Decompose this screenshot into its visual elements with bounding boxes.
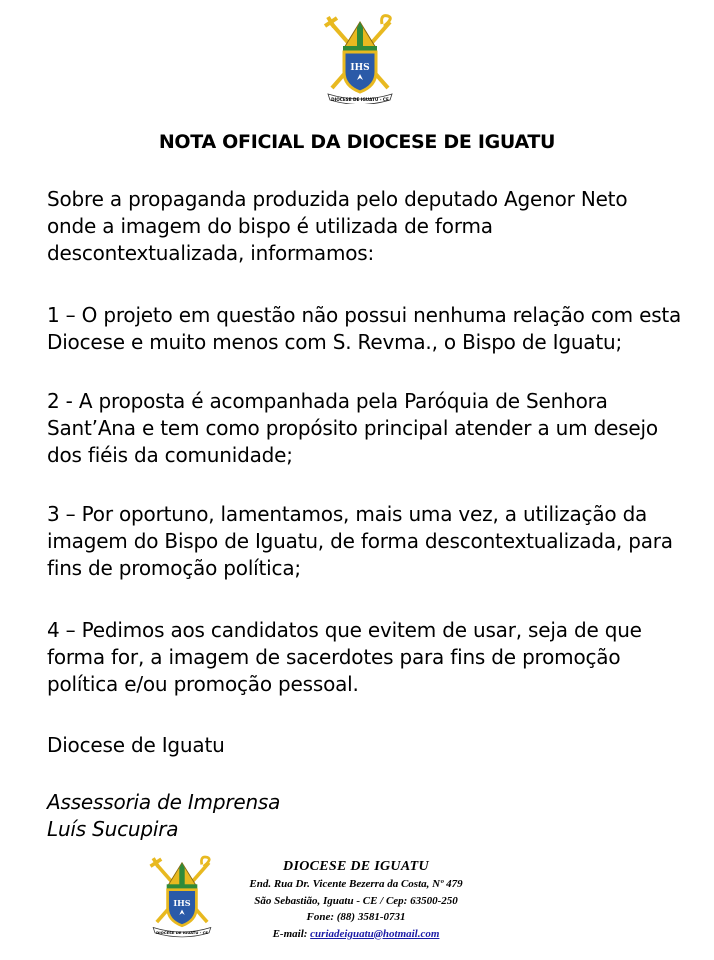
text-line: 3 – Por oportuno, lamentamos, mais uma vez, a utilização da <box>47 502 648 526</box>
svg-text:DIOCESE DE IGUATU - CE: DIOCESE DE IGUATU - CE <box>331 97 389 102</box>
footer-email-label: E-mail: <box>272 927 308 940</box>
footer-title: DIOCESE DE IGUATU <box>283 859 429 874</box>
text-line: fins de promoção política; <box>47 556 301 580</box>
email-link[interactable]: curiadeiguatu@hotmail.com <box>310 927 440 940</box>
press-credit <box>47 789 707 843</box>
signature: Diocese de Iguatu <box>47 733 225 757</box>
svg-text:IHS: IHS <box>350 63 370 73</box>
text-line: 2 - A proposta é acompanhada pela Paróquia de Senhora <box>47 389 608 413</box>
text-line: Sobre a propaganda produzida pelo deputado Agenor Neto <box>47 187 628 211</box>
page-title: NOTA OFICIAL DA DIOCESE DE IGUATU <box>158 131 556 153</box>
text-line: Diocese e muito menos com S. Revma., o Bispo de Iguatu; <box>47 330 623 354</box>
text-line: onde a imagem do bispo é utilizada de forma <box>47 214 493 238</box>
text-line: política e/ou promoção pessoal. <box>47 672 359 696</box>
intro-paragraph <box>47 186 707 267</box>
text-line: imagem do Bispo de Iguatu, de forma descontextualizada, para <box>47 529 673 553</box>
item-1-paragraph <box>47 302 707 356</box>
footer-address-1: End. Rua Dr. Vicente Bezerra da Costa, Nº 479 <box>249 878 463 890</box>
text-line: forma for, a imagem de sacerdotes para fins de promoção <box>47 645 621 669</box>
text-line: descontextualizada, informamos: <box>47 241 375 265</box>
diocese-crest-icon <box>320 14 400 104</box>
item-4-paragraph <box>47 617 707 698</box>
text-line: 4 – Pedimos aos candidatos que evitem de usar, seja de que <box>47 618 642 642</box>
footer-email-row <box>226 926 486 943</box>
footer-phone: Fone: (88) 3581-0731 <box>306 911 406 923</box>
text-line: dos fiéis da comunidade; <box>47 443 293 467</box>
footer-address-2: São Sebastião, Iguatu - CE / Cep: 63500-250 <box>254 894 458 907</box>
press-role: Assessoria de Imprensa <box>47 790 281 814</box>
letterhead-footer <box>226 858 486 942</box>
svg-text:IHS: IHS <box>173 897 191 908</box>
text-line: 1 – O projeto em questão não possui nenhuma relação com esta <box>47 303 682 327</box>
text-line: Sant’Ana e tem como propósito principal atender a um desejo <box>47 416 658 440</box>
diocese-crest-icon <box>146 853 218 939</box>
press-name: Luís Sucupira <box>47 817 179 841</box>
item-2-paragraph <box>47 388 707 469</box>
item-3-paragraph <box>47 501 707 582</box>
svg-text:DIOCESE DE IGUATU - CE: DIOCESE DE IGUATU - CE <box>156 930 208 935</box>
